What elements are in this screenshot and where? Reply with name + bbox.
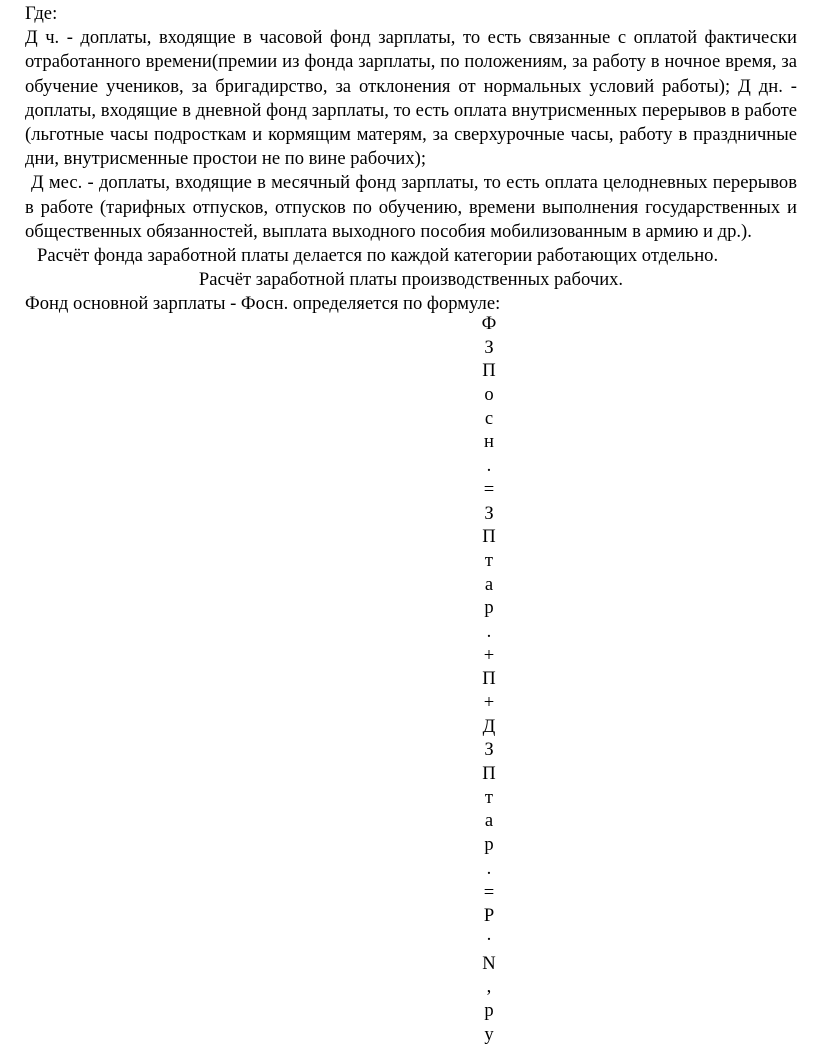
- formula-char: =: [483, 881, 495, 903]
- formula-char: а: [484, 573, 494, 595]
- formula-char: +: [483, 644, 495, 666]
- formula-char: Р: [483, 905, 495, 927]
- body-text: [25, 2, 797, 317]
- formula-char: р: [484, 834, 494, 856]
- formula-char: .: [486, 857, 492, 879]
- formula-char: N: [482, 952, 496, 974]
- formula-char: З: [484, 502, 494, 524]
- formula-char: П: [482, 668, 496, 690]
- formula-char: р: [484, 999, 494, 1021]
- formula-char: у: [484, 1023, 494, 1045]
- formula-char: З: [484, 336, 494, 358]
- formula-char: З: [484, 739, 494, 761]
- paragraph-calc-note: Расчёт фонда заработной платы делается по каждой категории работающих отдельно.: [37, 245, 719, 267]
- formula-char: р: [484, 597, 494, 619]
- formula-char: .: [486, 455, 492, 477]
- formula-char: Ф: [481, 313, 497, 334]
- formula-char: +: [483, 692, 495, 713]
- formula-char: П: [482, 526, 496, 548]
- formula-char: а: [484, 810, 494, 832]
- formula-char: =: [483, 478, 495, 500]
- paragraph-d-mes: Д мес. - доплаты, входящие в месячный фонд зарплаты, то есть оплата целодневных перерывов в работе (тарифных отпусков, отпусков по обучению, времени выполнения государственных и общественных обязанностей, выплата выходного пособия мобилизованным в армию и др.).: [25, 172, 797, 242]
- formula-char: Д: [482, 715, 496, 737]
- formula-char: н: [484, 431, 494, 453]
- formula-char: .: [486, 620, 492, 642]
- formula-intro: Фонд основной зарплаты - Фосн. определяется по формуле:: [25, 293, 501, 315]
- formula-char: П: [482, 360, 496, 382]
- section-heading: Расчёт заработной платы производственных рабочих.: [198, 269, 624, 291]
- paragraph-d-ch: Д ч. - доплаты, входящие в часовой фонд зарплаты, то есть связанные с оплатой фактически отработанного времени(премии из фонда зарплаты, по положениям, за работу в ночное время, за обучение учеников, за бригадирство, за отклонения от нормальных условий работы); Д дн. - доплаты, входящие в дневной фонд зарплаты, то есть оплата внутрисменных перерывов в работе (льготные часы подросткам и кормящим матерям, за сверхурочные часы, работу в праздничные дни, внутрисменные простои не по вине рабочих);: [25, 27, 797, 170]
- where-label: Где:: [25, 3, 58, 24]
- formula-char: ,: [486, 976, 492, 998]
- formula-char: т: [484, 549, 494, 571]
- formula-vertical-text: [474, 312, 504, 1046]
- formula-char: о: [484, 384, 494, 406]
- formula-char: ·: [485, 928, 493, 950]
- formula-char: т: [484, 786, 494, 808]
- formula-char: П: [482, 763, 496, 785]
- formula-char: с: [484, 407, 494, 429]
